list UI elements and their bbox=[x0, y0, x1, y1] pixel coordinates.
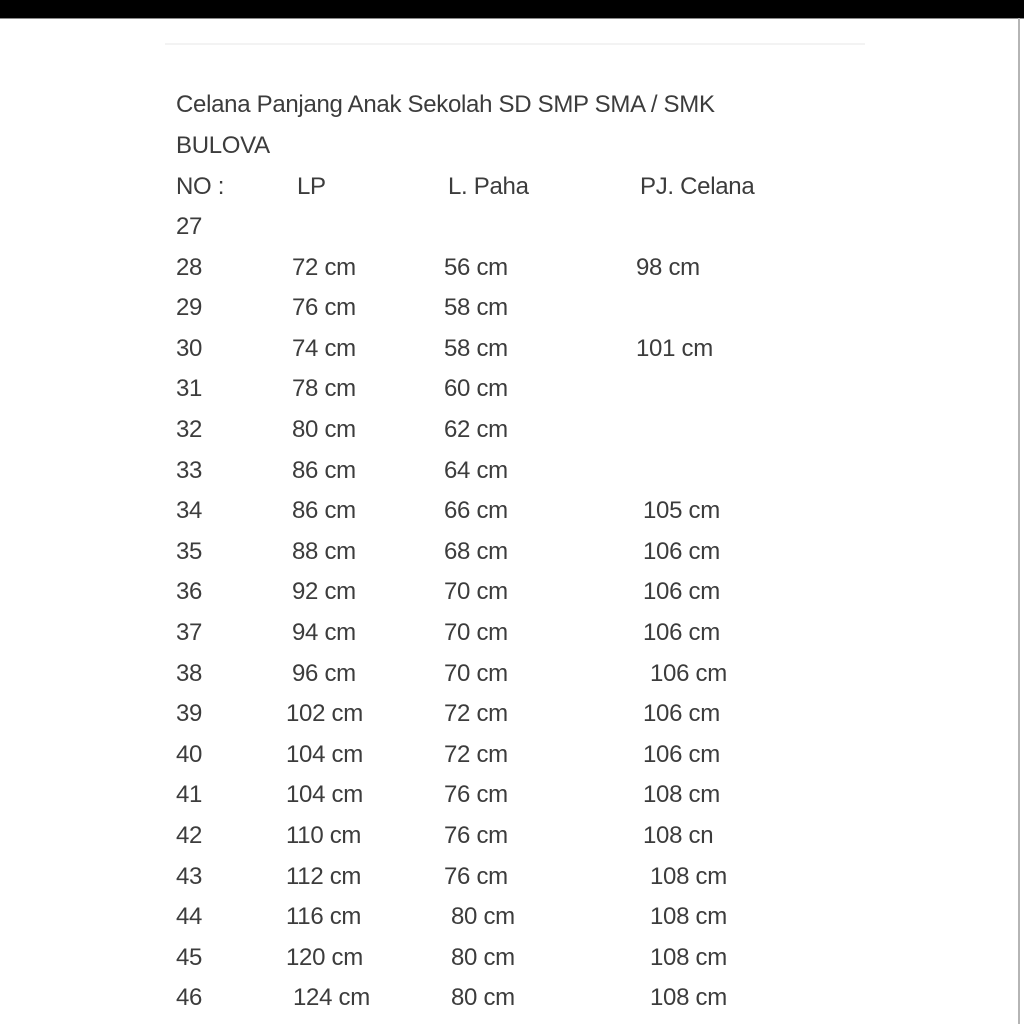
cell-no: 44 bbox=[176, 903, 203, 930]
cell-no: 46 bbox=[176, 984, 203, 1011]
cell-no: 32 bbox=[176, 416, 203, 443]
cell-lp: 86 cm bbox=[292, 497, 356, 524]
cell-pj-celana: 108 cm bbox=[650, 863, 727, 890]
cell-lp: 104 cm bbox=[286, 741, 363, 768]
cell-no: 28 bbox=[176, 254, 203, 281]
cell-no: 33 bbox=[176, 457, 203, 484]
cell-pj-celana: 106 cm bbox=[643, 578, 720, 605]
cell-l-paha: 76 cm bbox=[444, 781, 508, 808]
cell-lp: 116 cm bbox=[286, 903, 362, 930]
cell-lp: 86 cm bbox=[292, 457, 356, 484]
cell-no: 27 bbox=[176, 213, 203, 240]
cell-pj-celana: 108 cn bbox=[643, 822, 714, 849]
cell-l-paha: 80 cm bbox=[451, 903, 515, 930]
cell-lp: 120 cm bbox=[286, 944, 363, 971]
cell-no: 38 bbox=[176, 660, 203, 687]
cell-l-paha: 76 cm bbox=[444, 822, 508, 849]
cell-pj-celana: 106 cm bbox=[643, 619, 720, 646]
header-l-paha: L. Paha bbox=[448, 173, 529, 200]
cell-l-paha: 76 cm bbox=[444, 863, 508, 890]
cell-lp: 96 cm bbox=[292, 660, 356, 687]
cell-pj-celana: 101 cm bbox=[636, 335, 713, 362]
cell-l-paha: 80 cm bbox=[451, 944, 515, 971]
cell-lp: 104 cm bbox=[286, 781, 363, 808]
cell-pj-celana: 108 cm bbox=[650, 984, 727, 1011]
cell-l-paha: 72 cm bbox=[444, 741, 508, 768]
cell-l-paha: 58 cm bbox=[444, 335, 508, 362]
cell-lp: 92 cm bbox=[292, 578, 356, 605]
header-no: NO : bbox=[176, 173, 225, 200]
cell-l-paha: 58 cm bbox=[444, 294, 508, 321]
cell-lp: 80 cm bbox=[292, 416, 356, 443]
title-line-1: Celana Panjang Anak Sekolah SD SMP SMA / SMK bbox=[176, 91, 715, 118]
cell-l-paha: 72 cm bbox=[444, 700, 508, 727]
cell-pj-celana: 106 cm bbox=[650, 660, 727, 687]
cell-pj-celana: 98 cm bbox=[636, 254, 700, 281]
cell-l-paha: 60 cm bbox=[444, 375, 508, 402]
cell-no: 41 bbox=[176, 781, 203, 808]
cell-no: 30 bbox=[176, 335, 203, 362]
cell-no: 31 bbox=[176, 375, 203, 402]
header-lp: LP bbox=[297, 173, 326, 200]
cell-l-paha: 66 cm bbox=[444, 497, 508, 524]
cell-lp: 124 cm bbox=[293, 984, 370, 1011]
cell-pj-celana: 106 cm bbox=[643, 741, 720, 768]
cell-l-paha: 70 cm bbox=[444, 660, 508, 687]
cell-lp: 72 cm bbox=[292, 254, 356, 281]
cell-no: 40 bbox=[176, 741, 203, 768]
cell-pj-celana: 108 cm bbox=[650, 903, 727, 930]
cell-pj-celana: 106 cm bbox=[643, 538, 720, 565]
cell-l-paha: 68 cm bbox=[444, 538, 508, 565]
cell-no: 29 bbox=[176, 294, 203, 321]
title-line-2-brand: BULOVA bbox=[176, 132, 270, 159]
cell-l-paha: 70 cm bbox=[444, 578, 508, 605]
cell-no: 39 bbox=[176, 700, 203, 727]
cell-no: 42 bbox=[176, 822, 203, 849]
cell-no: 35 bbox=[176, 538, 203, 565]
cell-no: 37 bbox=[176, 619, 203, 646]
cell-lp: 112 cm bbox=[286, 863, 362, 890]
cell-pj-celana: 105 cm bbox=[643, 497, 720, 524]
cell-no: 45 bbox=[176, 944, 203, 971]
cell-l-paha: 80 cm bbox=[451, 984, 515, 1011]
cell-lp: 110 cm bbox=[286, 822, 362, 849]
cell-lp: 74 cm bbox=[292, 335, 356, 362]
cell-pj-celana: 108 cm bbox=[643, 781, 720, 808]
cell-lp: 102 cm bbox=[286, 700, 363, 727]
cell-lp: 78 cm bbox=[292, 375, 356, 402]
header-pj-celana: PJ. Celana bbox=[640, 173, 755, 200]
cell-no: 36 bbox=[176, 578, 203, 605]
cell-lp: 76 cm bbox=[292, 294, 356, 321]
cell-lp: 94 cm bbox=[292, 619, 356, 646]
cell-l-paha: 56 cm bbox=[444, 254, 508, 281]
cell-pj-celana: 108 cm bbox=[650, 944, 727, 971]
cell-l-paha: 70 cm bbox=[444, 619, 508, 646]
cell-pj-celana: 106 cm bbox=[643, 700, 720, 727]
cell-no: 34 bbox=[176, 497, 203, 524]
cell-l-paha: 62 cm bbox=[444, 416, 508, 443]
cell-l-paha: 64 cm bbox=[444, 457, 508, 484]
cell-lp: 88 cm bbox=[292, 538, 356, 565]
cell-no: 43 bbox=[176, 863, 203, 890]
